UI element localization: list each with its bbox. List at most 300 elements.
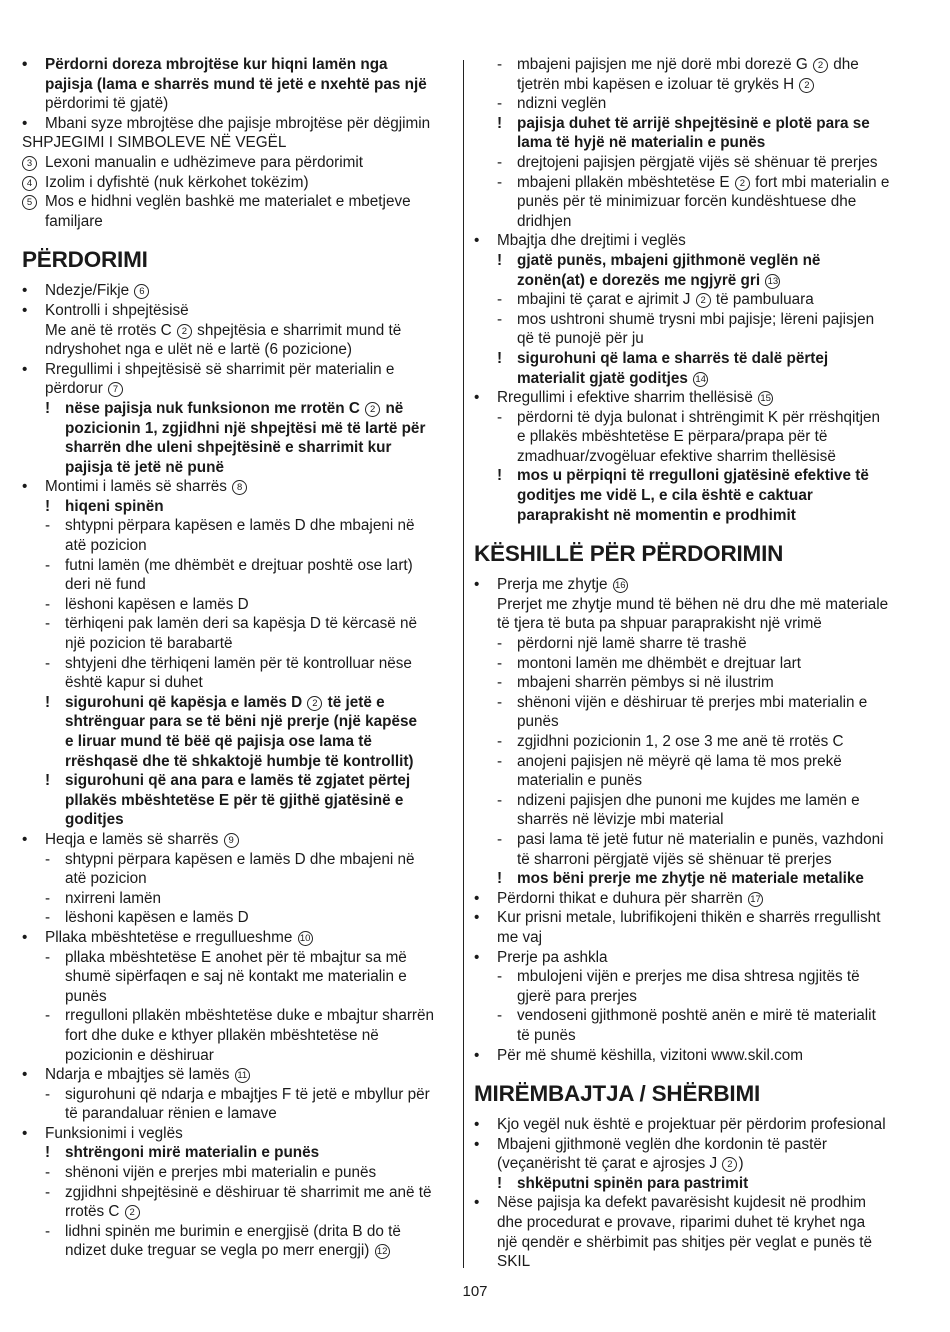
line-text: Përdorni doreza mbrojtëse kur hiqni lamën nga bbox=[45, 56, 388, 73]
text-line bbox=[22, 1222, 452, 1242]
warning-marker: ! bbox=[45, 399, 51, 417]
text-line bbox=[22, 114, 452, 134]
text-line bbox=[474, 271, 912, 291]
line-text-continued: të pambuluara bbox=[711, 291, 814, 309]
line-text: shkëputni spinën para pastrimit bbox=[517, 1174, 749, 1192]
line-text: Mos e hidhni veglën bashkë me materialet e mbetjeve bbox=[45, 193, 411, 211]
dash-marker: - bbox=[45, 1222, 51, 1240]
line-text: shtrëngoni mirë materialin e punës bbox=[65, 1144, 320, 1162]
text-line bbox=[474, 1193, 912, 1213]
bullet-marker: • bbox=[474, 232, 480, 250]
line-text: goditjes me vidë L, e cila është e caktuar bbox=[517, 487, 813, 505]
text-line bbox=[22, 321, 452, 341]
text-line bbox=[474, 388, 912, 408]
bullet-marker: • bbox=[22, 1124, 28, 1142]
text-line bbox=[474, 732, 912, 752]
line-text: punës për të minimizuar forcën kundështuese dhe bbox=[517, 193, 857, 211]
text-line bbox=[22, 1085, 452, 1105]
line-text-continued: dhe bbox=[829, 56, 859, 73]
line-text: punës bbox=[517, 713, 559, 731]
line-text: Montimi i lamës së sharrës bbox=[45, 478, 227, 496]
line-text: SHPJEGIMI I SIMBOLEVE NË VEGËL bbox=[22, 134, 287, 152]
text-line bbox=[22, 173, 452, 193]
line-text: gjerë para prerjes bbox=[517, 987, 637, 1005]
text-line bbox=[22, 497, 452, 517]
text-line bbox=[474, 486, 912, 506]
figure-reference: 2 bbox=[735, 176, 750, 191]
line-text: shtrënguar para se të bëni një prerje (një kapëse bbox=[65, 713, 417, 731]
text-line bbox=[474, 928, 912, 948]
bullet-marker: • bbox=[474, 1194, 480, 1212]
line-text: shtyjeni dhe tërhiqeni lamën për të kontrolluar nëse bbox=[65, 654, 412, 672]
line-text: familjare bbox=[45, 212, 103, 230]
line-text: shënoni vijën e dëshiruar të prerjes mbi materialin e bbox=[517, 693, 868, 711]
text-line bbox=[474, 771, 912, 791]
line-text: Funksionimi i veglës bbox=[45, 1124, 183, 1142]
line-text: SKIL bbox=[497, 1253, 531, 1271]
text-line bbox=[22, 654, 452, 674]
line-text: Ndezje/Fikje bbox=[45, 282, 130, 300]
text-line bbox=[474, 752, 912, 772]
text-line bbox=[22, 771, 452, 791]
text-line bbox=[474, 948, 912, 968]
dash-marker: - bbox=[45, 595, 51, 613]
text-line bbox=[22, 133, 452, 153]
line-text: rrotës C bbox=[65, 1203, 120, 1221]
dash-marker: - bbox=[497, 791, 503, 809]
bullet-marker: • bbox=[474, 948, 480, 966]
bullet-marker: • bbox=[22, 928, 28, 946]
figure-reference: 2 bbox=[813, 58, 828, 73]
line-text: Rregullimi i efektive sharrim thellësisë bbox=[497, 389, 753, 407]
line-text: përdorimi të gjatë) bbox=[45, 95, 169, 113]
warning-marker: ! bbox=[45, 772, 51, 790]
text-line bbox=[22, 575, 452, 595]
text-line bbox=[474, 192, 912, 212]
text-line bbox=[22, 1163, 452, 1183]
line-text: Për më shumë këshilla, vizitoni www.skil.com bbox=[497, 1046, 804, 1064]
figure-reference: 2 bbox=[365, 402, 380, 417]
line-text-continued: (lama e sharrës mund të jetë e nxehtë pas një bbox=[92, 75, 427, 93]
figure-reference: 7 bbox=[108, 382, 123, 397]
text-line bbox=[22, 791, 452, 811]
warning-marker: ! bbox=[497, 251, 503, 269]
line-text: drejtojeni pajisjen përgjatë vijës së shënuar të prerjes bbox=[517, 153, 878, 171]
line-text: një qendër e shërbimit pas shitjes për veglat e punës të bbox=[497, 1233, 872, 1251]
bullet-marker: • bbox=[22, 478, 28, 496]
text-line bbox=[474, 75, 912, 95]
line-text: ndizeni pajisjen dhe punoni me kujdes me lamën e bbox=[517, 791, 860, 809]
line-text: lëshoni kapësen e lamës D bbox=[65, 595, 249, 613]
text-line bbox=[474, 329, 912, 349]
figure-reference: 8 bbox=[232, 480, 247, 495]
text-line bbox=[474, 369, 912, 389]
symbol-number-marker: 5 bbox=[22, 195, 37, 210]
dash-marker: - bbox=[45, 615, 51, 633]
line-text: sharrën dhe uleni shpejtësinë e sharrimit kur bbox=[65, 439, 392, 457]
text-line bbox=[474, 889, 912, 909]
bullet-marker: • bbox=[22, 56, 28, 73]
line-text: sigurohuni që lama e sharrës të dalë përtej bbox=[517, 349, 829, 367]
line-text: ndizni veglën bbox=[517, 95, 607, 113]
line-text: sigurohuni që ndarja e mbajtjes F të jetë e mbyllur për bbox=[65, 1085, 430, 1103]
figure-reference: 2 bbox=[307, 696, 322, 711]
text-line bbox=[22, 340, 452, 360]
section-heading: PËRDORIMI bbox=[22, 247, 148, 273]
text-line bbox=[474, 1213, 912, 1233]
line-text-continued: fort mbi materialin e bbox=[750, 173, 890, 191]
text-line bbox=[474, 427, 912, 447]
line-text: sigurohuni që kapësja e lamës D bbox=[65, 693, 303, 711]
text-line bbox=[474, 810, 912, 830]
text-line bbox=[474, 908, 912, 928]
line-text: që të punojë për ju bbox=[517, 330, 644, 348]
figure-reference: 17 bbox=[748, 892, 763, 907]
line-text: pajisja duhet të arrijë shpejtësinë e plotë para se bbox=[517, 114, 870, 132]
text-line bbox=[474, 575, 912, 595]
text-line bbox=[474, 987, 912, 1007]
text-line bbox=[22, 693, 452, 713]
figure-reference: 10 bbox=[298, 931, 313, 946]
line-text: pozicionin e dëshiruar bbox=[65, 1046, 214, 1064]
figure-reference: 2 bbox=[722, 1157, 737, 1172]
warning-marker: ! bbox=[45, 1144, 51, 1162]
text-line bbox=[474, 850, 912, 870]
text-line bbox=[474, 310, 912, 330]
bullet-marker: • bbox=[474, 576, 480, 594]
text-line bbox=[22, 75, 452, 95]
dash-marker: - bbox=[497, 408, 503, 426]
text-line bbox=[474, 654, 912, 674]
figure-reference: 6 bbox=[134, 284, 149, 299]
dash-marker: - bbox=[497, 693, 503, 711]
text-line bbox=[22, 850, 452, 870]
line-text-continued: në bbox=[381, 399, 404, 417]
text-line bbox=[474, 673, 912, 693]
text-line bbox=[474, 251, 912, 271]
line-text: (veçanërisht të çarat e ajrosjes J bbox=[497, 1155, 718, 1173]
symbol-number-marker: 4 bbox=[22, 176, 37, 191]
dash-marker: - bbox=[497, 752, 503, 770]
text-line bbox=[22, 889, 452, 909]
line-text: përdorur bbox=[45, 380, 103, 398]
text-line bbox=[22, 153, 452, 173]
text-line bbox=[474, 55, 912, 75]
bullet-marker: • bbox=[22, 114, 28, 132]
line-text-continued: të jetë e bbox=[323, 693, 385, 711]
line-text: një pozicion të barabartë bbox=[65, 635, 233, 653]
dash-marker: - bbox=[45, 1007, 51, 1025]
figure-reference: 14 bbox=[693, 372, 708, 387]
text-line bbox=[474, 967, 912, 987]
figure-reference: 12 bbox=[375, 1244, 390, 1259]
line-text: zgjidhni pozicionin 1, 2 ose 3 me anë të rrotës C bbox=[517, 733, 844, 750]
text-line bbox=[474, 791, 912, 811]
dash-marker: - bbox=[497, 968, 503, 986]
line-text: mbajeni pajisjen me një dorë mbi dorezë G bbox=[517, 56, 808, 73]
line-text: mbajini të çarat e ajrimit J bbox=[517, 291, 691, 309]
line-text: dhe procedurat e provave, riparimi duhet të kryhet nga bbox=[497, 1214, 866, 1232]
line-text: Prerje pa ashkla bbox=[497, 948, 608, 966]
line-text: e liruar mund të bëë që pajisja ose lama të bbox=[65, 733, 372, 750]
text-line bbox=[22, 948, 452, 968]
dash-marker: - bbox=[497, 95, 503, 113]
line-text: hiqeni spinën bbox=[65, 497, 164, 515]
text-line bbox=[22, 1124, 452, 1144]
line-text: lëshoni kapësen e lamës D bbox=[65, 909, 249, 927]
line-text: punës bbox=[65, 987, 107, 1005]
text-line bbox=[22, 830, 452, 850]
line-text: pajisja bbox=[45, 75, 93, 93]
figure-reference: 9 bbox=[224, 833, 239, 848]
line-text: zgjidhni shpejtësinë e dëshiruar të sharrimit me anë të bbox=[65, 1183, 432, 1201]
figure-reference: 13 bbox=[765, 274, 780, 289]
line-text: shtypni përpara kapësen e lamës D dhe mbajeni në bbox=[65, 850, 415, 868]
line-text: Mbajtja dhe drejtimi i veglës bbox=[497, 232, 686, 250]
text-line bbox=[22, 536, 452, 556]
dash-marker: - bbox=[497, 654, 503, 672]
dash-marker: - bbox=[497, 173, 503, 191]
line-text: materialin e punës bbox=[517, 772, 642, 790]
column-divider bbox=[463, 60, 464, 1268]
page-number: 107 bbox=[462, 1283, 488, 1300]
text-line bbox=[22, 614, 452, 634]
bullet-marker: • bbox=[22, 1066, 28, 1084]
line-text: materialit gjatë goditjes bbox=[517, 369, 688, 387]
text-line bbox=[22, 1046, 452, 1066]
dash-marker: - bbox=[497, 733, 503, 750]
figure-reference: 2 bbox=[799, 78, 814, 93]
text-line bbox=[22, 1241, 452, 1261]
line-text: ndryshohet nga e ulët në e lartë (6 pozicione) bbox=[45, 341, 352, 359]
text-line bbox=[474, 595, 912, 615]
text-line bbox=[22, 379, 452, 399]
text-line bbox=[22, 94, 452, 114]
line-text: futni lamën (me dhëmbët e drejtuar poshtë ose lart) bbox=[65, 556, 413, 574]
text-line bbox=[22, 556, 452, 576]
line-text: të punës bbox=[517, 1026, 576, 1044]
line-text-continued: ) bbox=[738, 1155, 744, 1173]
text-line bbox=[22, 301, 452, 321]
bullet-marker: • bbox=[22, 282, 28, 300]
line-text: mbulojeni vijën e prerjes me disa shtresa ngjitës të bbox=[517, 968, 860, 986]
text-line bbox=[474, 290, 912, 310]
figure-reference: 15 bbox=[758, 391, 773, 406]
line-text: ndizet duke treguar se vegla po merr energji) bbox=[65, 1242, 370, 1260]
line-text: montoni lamën me dhëmbët e drejtuar lart bbox=[517, 654, 801, 672]
text-line bbox=[474, 212, 912, 232]
line-text: Prerja me zhytje bbox=[497, 576, 608, 594]
line-text: lama të hyjë në materialin e punës bbox=[517, 134, 766, 152]
line-text: mbajeni sharrën pëmbys si në ilustrim bbox=[517, 674, 774, 692]
text-line bbox=[474, 1154, 912, 1174]
text-line bbox=[22, 967, 452, 987]
line-text-continued: shpejtësia e sharrimit mund të bbox=[192, 321, 402, 339]
line-text: shënoni vijën e prerjes mbi materialin e punës bbox=[65, 1164, 377, 1182]
figure-reference: 2 bbox=[125, 1205, 140, 1220]
line-text: pajisja të jetë në punë bbox=[65, 458, 224, 476]
line-text: mos u përpiqni të rregulloni gjatësinë efektive të bbox=[517, 467, 869, 485]
line-text: sharrës në lëvizje mbi material bbox=[517, 811, 724, 829]
dash-marker: - bbox=[45, 909, 51, 927]
dash-marker: - bbox=[497, 56, 503, 73]
line-text: Heqja e lamës së sharrës bbox=[45, 830, 219, 848]
line-text: zmadhuar/zvogëluar efektive sharrim thellësisë bbox=[517, 447, 836, 465]
text-line bbox=[474, 173, 912, 193]
line-text: Kontrolli i shpejtësisë bbox=[45, 301, 189, 319]
figure-reference: 2 bbox=[696, 293, 711, 308]
dash-marker: - bbox=[45, 889, 51, 907]
line-text: shtypni përpara kapësen e lamës D dhe mbajeni në bbox=[65, 517, 415, 535]
text-line bbox=[22, 419, 452, 439]
line-text: goditjes bbox=[65, 811, 124, 829]
text-line bbox=[22, 1202, 452, 1222]
dash-marker: - bbox=[45, 517, 51, 535]
text-line bbox=[22, 634, 452, 654]
text-line bbox=[22, 516, 452, 536]
line-text: Mbani syze mbrojtëse dhe pajisje mbrojtëse për dëgjimin bbox=[45, 114, 431, 132]
text-line bbox=[22, 477, 452, 497]
line-text: të parandaluar rënien e lamave bbox=[65, 1105, 277, 1123]
text-line bbox=[22, 1104, 452, 1124]
bullet-marker: • bbox=[474, 1135, 480, 1153]
warning-marker: ! bbox=[497, 114, 503, 132]
line-text: mbajeni pllakën mbështetëse E bbox=[517, 173, 730, 191]
line-text: është kapur si duhet bbox=[65, 674, 203, 692]
right-column bbox=[474, 55, 912, 1272]
line-text: pllaka mbështetëse E anohet për të mbajtur sa më bbox=[65, 948, 407, 966]
line-text: paraprakisht në momentin e prodhimit bbox=[517, 506, 796, 524]
dash-marker: - bbox=[45, 1085, 51, 1103]
line-text: pllakës mbështetëse E për të gjithë gjatësinë e bbox=[65, 791, 404, 809]
text-line bbox=[474, 466, 912, 486]
line-text: nëse pajisja nuk funksionon me rrotën C bbox=[65, 399, 360, 417]
text-line bbox=[474, 712, 912, 732]
text-line bbox=[474, 153, 912, 173]
figure-reference: 2 bbox=[177, 324, 192, 339]
line-text: përdorni një lamë sharre të trashë bbox=[517, 635, 747, 653]
text-line bbox=[22, 458, 452, 478]
text-line bbox=[22, 928, 452, 948]
dash-marker: - bbox=[497, 635, 503, 653]
text-line bbox=[22, 360, 452, 380]
text-line bbox=[22, 732, 452, 752]
text-line bbox=[474, 1135, 912, 1155]
dash-marker: - bbox=[497, 310, 503, 328]
line-text: lidhni spinën me burimin e energjisë (drita B do të bbox=[65, 1222, 401, 1240]
line-text: pasi lama të jetë futur në materialin e punës, vazhdoni bbox=[517, 830, 884, 848]
text-line bbox=[22, 1026, 452, 1046]
warning-marker: ! bbox=[497, 349, 503, 367]
text-line bbox=[474, 693, 912, 713]
text-line bbox=[474, 1252, 912, 1272]
dash-marker: - bbox=[45, 850, 51, 868]
text-line bbox=[474, 869, 912, 889]
text-line bbox=[22, 712, 452, 732]
dash-marker: - bbox=[45, 556, 51, 574]
text-line bbox=[474, 506, 912, 526]
bullet-marker: • bbox=[22, 830, 28, 848]
line-text: përdorni të dyja bulonat i shtrëngimit K për rrëshqitjen bbox=[517, 408, 881, 426]
text-line bbox=[22, 1143, 452, 1163]
text-line bbox=[474, 1026, 912, 1046]
bullet-marker: • bbox=[474, 909, 480, 927]
line-text: rregulloni pllakën mbështetëse duke e mbajtur sharrën bbox=[65, 1007, 435, 1025]
line-text: me vaj bbox=[497, 928, 543, 946]
text-line bbox=[474, 1233, 912, 1253]
warning-marker: ! bbox=[45, 693, 51, 711]
text-line bbox=[474, 231, 912, 251]
bullet-marker: • bbox=[474, 889, 480, 907]
line-text: Mbajeni gjithmonë veglën dhe kordonin të pastër bbox=[497, 1135, 827, 1153]
dash-marker: - bbox=[45, 1164, 51, 1182]
bullet-marker: • bbox=[474, 1116, 480, 1134]
text-line bbox=[474, 114, 912, 134]
section-heading: MIRËMBAJTJA / SHËRBIMI bbox=[474, 1081, 761, 1107]
line-text: fort dhe duke e kthyer pllakën mbështetëse në bbox=[65, 1026, 379, 1044]
warning-marker: ! bbox=[497, 1174, 503, 1192]
line-text: Përdorni thikat e duhura për sharrën bbox=[497, 889, 743, 907]
line-text: Prerjet me zhytje mund të bëhen në dru dhe më materiale bbox=[497, 595, 889, 613]
text-line bbox=[22, 869, 452, 889]
line-text: gjatë punës, mbajeni gjithmonë veglën në bbox=[517, 251, 821, 269]
text-line bbox=[22, 1065, 452, 1085]
line-text: Ndarja e mbajtjes së lamës bbox=[45, 1066, 230, 1084]
figure-reference: 11 bbox=[235, 1068, 250, 1083]
warning-marker: ! bbox=[497, 870, 503, 888]
text-line bbox=[22, 810, 452, 830]
text-line bbox=[474, 830, 912, 850]
line-text: Izolim i dyfishtë (nuk kërkohet tokëzim) bbox=[45, 173, 309, 191]
text-line bbox=[22, 752, 452, 772]
bullet-marker: • bbox=[474, 389, 480, 407]
dash-marker: - bbox=[497, 1007, 503, 1025]
text-line bbox=[474, 1115, 912, 1135]
warning-marker: ! bbox=[497, 467, 503, 485]
line-text: vendoseni gjithmonë poshtë anën e mirë të materialit bbox=[517, 1007, 876, 1025]
text-line bbox=[22, 55, 452, 75]
bullet-marker: • bbox=[22, 360, 28, 378]
warning-marker: ! bbox=[45, 497, 51, 515]
text-line bbox=[474, 349, 912, 369]
line-text: Pllaka mbështetëse e rregullueshme bbox=[45, 928, 293, 946]
line-text: tjetrën mbi kapësen e izoluar të grykës H bbox=[517, 75, 795, 93]
line-text: Kjo vegël nuk është e projektuar për përdorim profesional bbox=[497, 1116, 886, 1134]
text-line bbox=[22, 399, 452, 419]
line-text: nxirreni lamën bbox=[65, 889, 162, 907]
text-line bbox=[474, 614, 912, 634]
text-line bbox=[22, 438, 452, 458]
bullet-marker: • bbox=[22, 301, 28, 319]
line-text: Rregullimi i shpejtësisë së sharrimit për materialin e bbox=[45, 360, 395, 378]
text-line bbox=[474, 1174, 912, 1194]
dash-marker: - bbox=[497, 291, 503, 309]
text-line bbox=[22, 987, 452, 1007]
line-text: të sharroni përgjatë vijës së shënuar të prerjes bbox=[517, 850, 832, 868]
text-line bbox=[474, 447, 912, 467]
line-text: Nëse pajisja ka defekt pavarësisht kujdesit në prodhim bbox=[497, 1194, 867, 1212]
text-line bbox=[474, 634, 912, 654]
text-line bbox=[474, 1046, 912, 1066]
line-text: Kur prisni metale, lubrifikojeni thikën e sharrës rregullisht bbox=[497, 909, 881, 927]
text-line bbox=[474, 133, 912, 153]
section-heading: KËSHILLË PËR PËRDORIMIN bbox=[474, 541, 784, 567]
text-line bbox=[22, 1183, 452, 1203]
line-text: deri në fund bbox=[65, 576, 146, 594]
line-text: shumë sipërfaqen e saj në kontakt me materialin e bbox=[65, 968, 407, 986]
line-text: mos ushtroni shumë trysni mbi pajisje; lëreni pajisjen bbox=[517, 310, 875, 328]
dash-marker: - bbox=[45, 1183, 51, 1201]
